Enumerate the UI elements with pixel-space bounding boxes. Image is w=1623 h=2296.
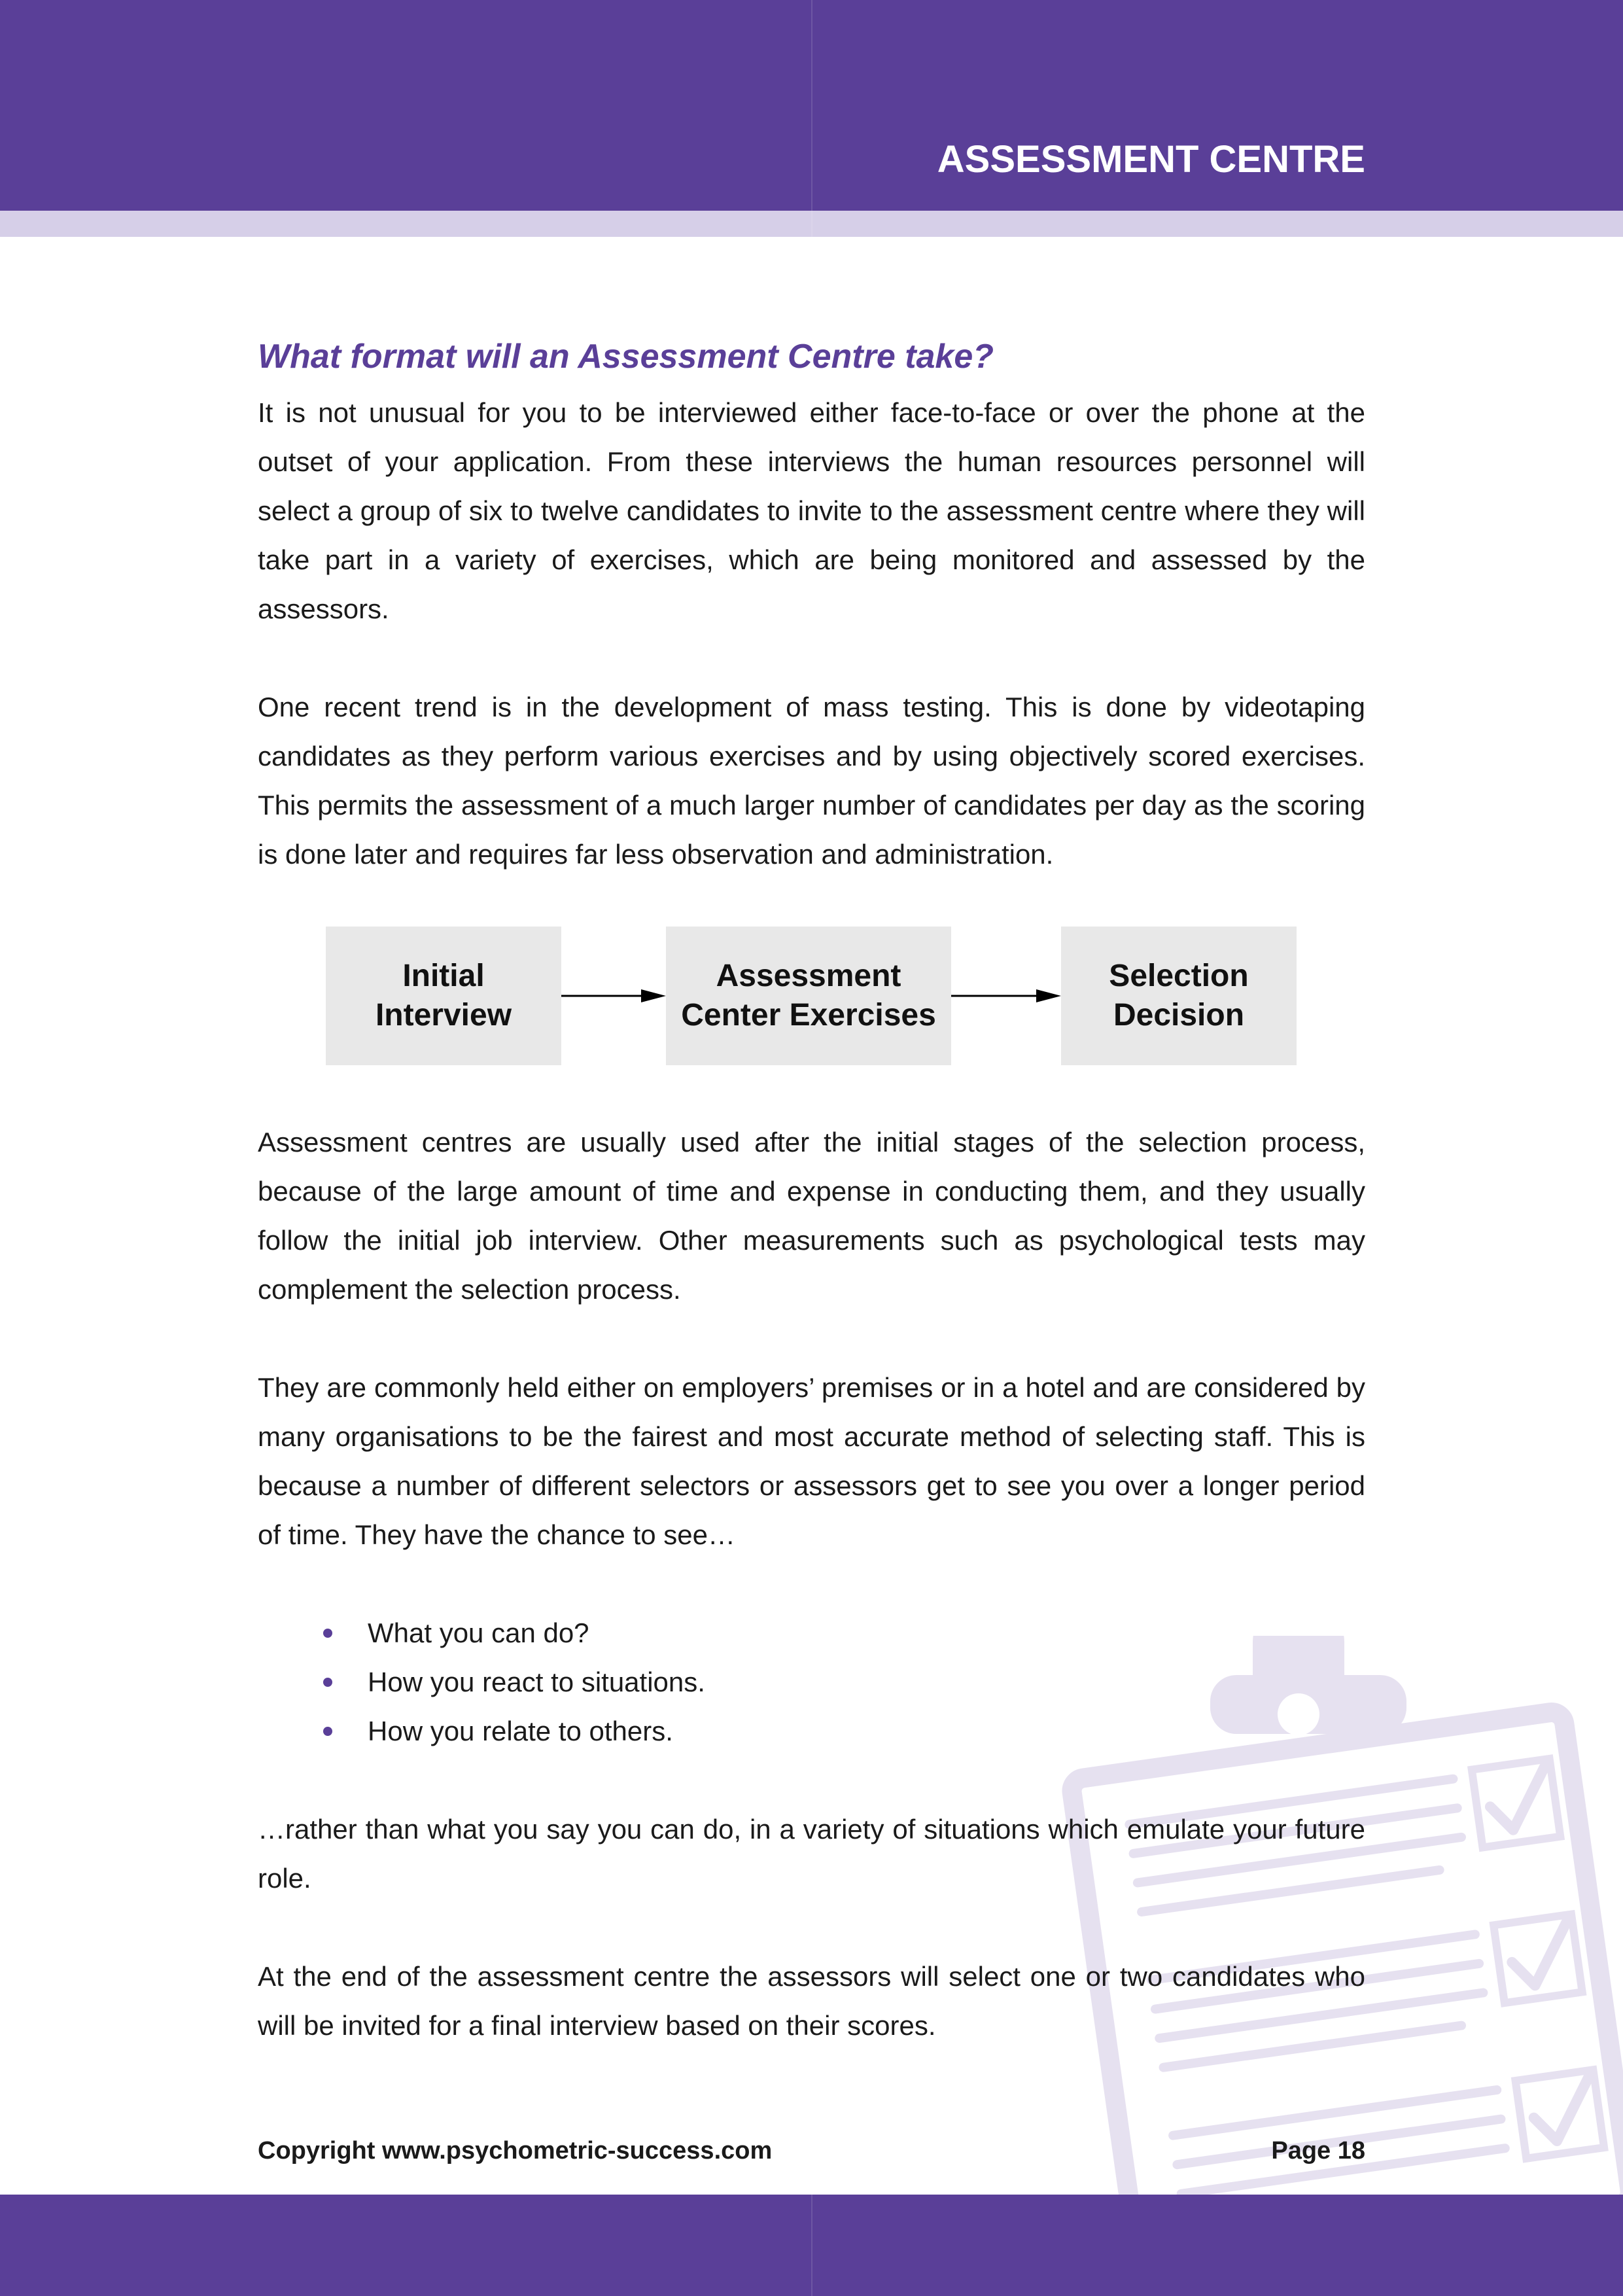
flow-step-label: Center Exercises xyxy=(681,998,936,1033)
flow-step-initial-interview xyxy=(326,927,561,1065)
paragraph-final-interview: At the end of the assessment centre the assessors will select one or two candidates who will be invited for a final interview based on their scores. xyxy=(258,1961,1365,2041)
flow-step-label: Decision xyxy=(1113,998,1245,1033)
paragraph-intro: It is not unusual for you to be interviewed either face-to-face or over the phone at the outset of your application. From these interviews the human resources personnel will select a group of six to twelve candidates to invite to the assessment centre where they will take part in a variety of exercises, which are being monitored and assessed by the assessors. xyxy=(258,397,1365,624)
flow-step-label: Interview xyxy=(375,998,512,1033)
list-item: What you can do? xyxy=(323,1608,1365,1657)
flow-step-label: Assessment xyxy=(716,959,901,993)
list-item: How you relate to others. xyxy=(323,1706,1365,1756)
main-content xyxy=(258,330,1365,2099)
section-heading: What format will an Assessment Centre take? xyxy=(258,338,994,376)
header-divider xyxy=(811,0,812,237)
paragraph-usage: Assessment centres are usually used after the initial stages of the selection process, because of the large amount of time and expense in conducting them, and they usually follow the initial job interview. Other measurements such as psychological tests may complement the selection process. xyxy=(258,1127,1365,1305)
bullet-list xyxy=(258,1608,1365,1756)
footer-copyright: Copyright www.psychometric-success.com xyxy=(258,2137,773,2164)
flow-step-label: Initial xyxy=(402,959,485,993)
flow-step-selection-decision xyxy=(1061,927,1297,1065)
list-item: How you react to situations. xyxy=(323,1657,1365,1706)
arrow-right-icon xyxy=(951,989,1061,1002)
paragraph-mass-testing: One recent trend is in the development of mass testing. This is done by videotaping candidates as they perform various exercises and by using objectively scored exercises. This permits the assessment of a much larger number of candidates per day as the scoring is done later and requires far less observation and administration. xyxy=(258,692,1365,870)
arrow-right-icon xyxy=(561,989,666,1002)
footer-divider xyxy=(811,2195,812,2296)
paragraph-location: They are commonly held either on employers’ premises or in a hotel and are considered by many organisations to be the fairest and most accurate method of selecting staff. This is because a number of different selectors or assessors get to see you over a longer period of time. They have the chance to see… xyxy=(258,1372,1365,1550)
page-header-title: ASSESSMENT CENTRE xyxy=(937,138,1365,181)
flow-step-assessment-center-exercises xyxy=(666,927,951,1065)
process-flow-diagram xyxy=(258,927,1365,1065)
paragraph-emulate-role: …rather than what you say you can do, in a variety of situations which emulate your future role. xyxy=(258,1814,1365,1894)
page-number: Page 18 xyxy=(1271,2137,1365,2164)
flow-step-label: Selection xyxy=(1109,959,1249,993)
